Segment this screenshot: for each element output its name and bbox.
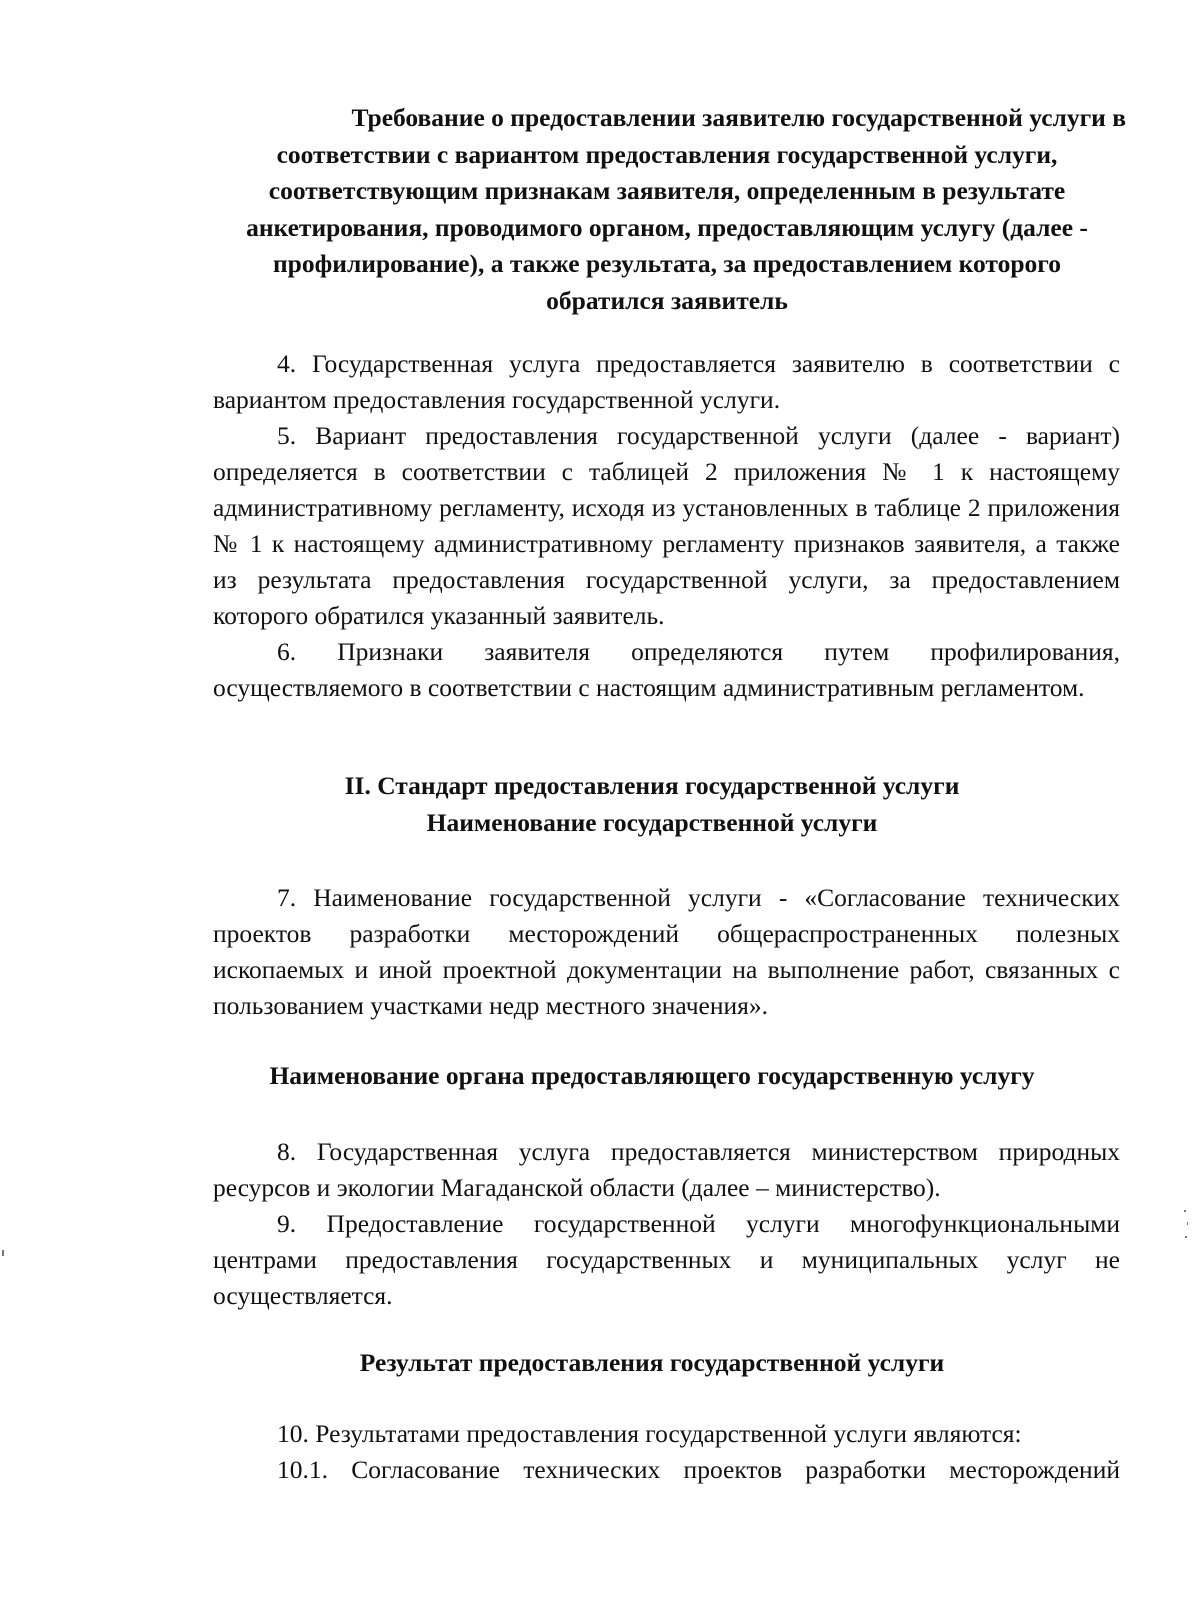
paragraphs-4-6	[213, 346, 1120, 706]
heading-line: Требование о предоставлении заявителю государственной услуги в	[351, 103, 1126, 132]
scan-speck	[1185, 1236, 1187, 1238]
section-heading-requirement	[180, 100, 1154, 319]
heading-line: Наименование государственной услуги	[426, 807, 878, 837]
paragraph-7-block	[213, 880, 1120, 1024]
scan-speck	[1184, 1210, 1186, 1212]
heading-line: обратился заявитель	[546, 285, 788, 315]
paragraph-10: 10. Результатами предоставления государственной услуги являются:	[277, 1419, 1022, 1448]
scan-speck	[2, 1250, 4, 1256]
heading-line: соответствующим признакам заявителя, определенным в результате	[268, 176, 1066, 205]
paragraph-9: 9. Предоставление государственной услуги многофункциональными центрами предоставления государственных и муниципальных услуг не осуществляется.	[213, 1209, 1120, 1310]
heading-line: профилирование), а также результата, за предоставлением которого	[272, 249, 1061, 278]
scan-speck	[1187, 1222, 1188, 1225]
paragraphs-10	[213, 1416, 1120, 1488]
paragraph-4: 4. Государственная услуга предоставляется заявителю в соответствии с вариантом предоставления государственной услуги.	[213, 349, 1120, 414]
organ-heading	[180, 1058, 1124, 1095]
paragraph-10-1: 10.1. Согласование технических проектов разработки месторождений	[277, 1455, 1120, 1484]
heading-line: соответствии с вариантом предоставления государственной услуги,	[276, 139, 1058, 169]
paragraph-7: 7. Наименование государственной услуги - «Согласование технических проектов разработки месторождений общераспространенных полезных ископаемых и иной проектной документации на выполнение работ, связанных с пользованием участками недр местного значения».	[213, 883, 1120, 1020]
heading-line: Наименование органа предоставляющего государственную услугу	[269, 1061, 1035, 1090]
heading-line: анкетирования, проводимого органом, предоставляющим услугу (далее -	[246, 212, 1088, 242]
section-ii-heading	[180, 768, 1124, 841]
paragraphs-8-9	[213, 1134, 1120, 1314]
result-heading	[180, 1345, 1124, 1382]
paragraph-6: 6. Признаки заявителя определяются путем профилирования, осуществляемого в соответствии с настоящим административным регламентом.	[213, 637, 1120, 702]
heading-line: II. Стандарт предоставления государственной услуги	[344, 771, 960, 800]
paragraph-8: 8. Государственная услуга предоставляется министерством природных ресурсов и экологии Магаданской области (далее – министерство).	[213, 1137, 1120, 1202]
paragraph-5: 5. Вариант предоставления государственной услуги (далее - вариант) определяется в соответствии с таблицей 2 приложения № 1 к настоящему административному регламенту, исходя из установленных в таблице 2 приложения № 1 к настоящему административному регламенту признаков заявителя, а также из результата предоставления государственной услуги, за предоставлением которого обратился указанный заявитель.	[213, 421, 1120, 630]
heading-line: Результат предоставления государственной услуги	[359, 1348, 945, 1377]
